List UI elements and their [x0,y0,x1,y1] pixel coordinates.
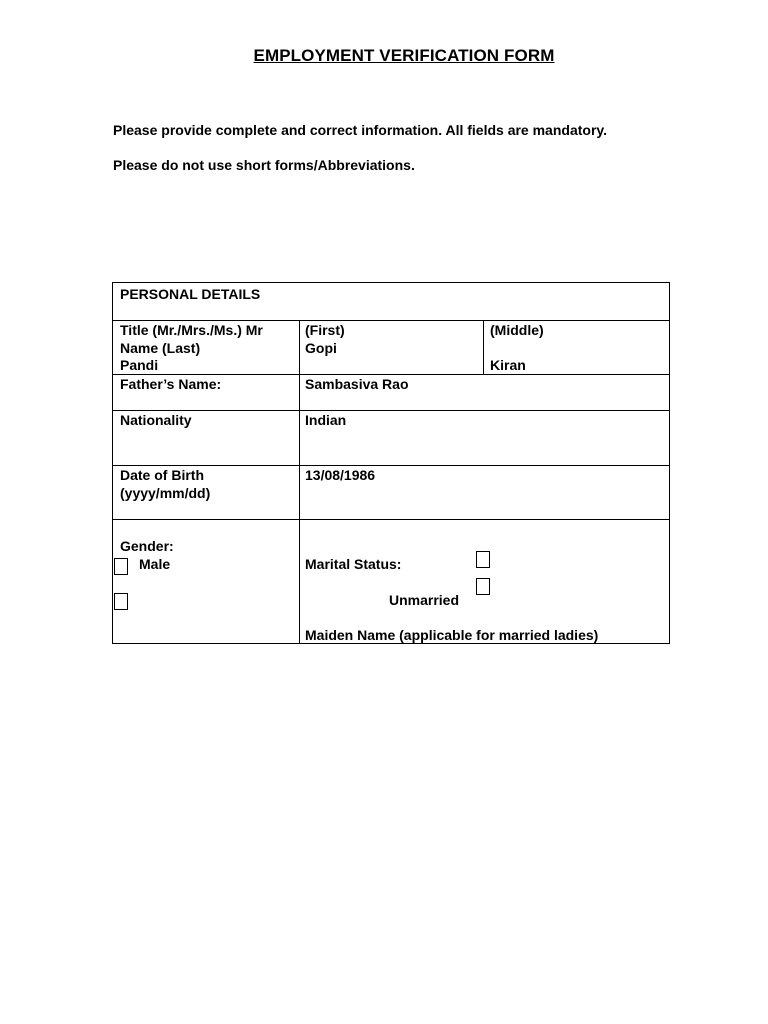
dob-value: 13/08/1986 [305,467,376,483]
nationality-value: Indian [305,412,347,428]
dob-label: Date of Birth [120,467,204,483]
table-divider [113,410,669,411]
gender-female-checkbox[interactable] [114,593,128,610]
maiden-name-label: Maiden Name (applicable for married ladies) [305,627,599,643]
first-name-value: Gopi [305,340,337,356]
instruction-text: Please provide complete and correct information. All fields are mandatory. [113,122,608,138]
table-divider [483,320,484,374]
middle-name-label: (Middle) [490,322,544,338]
marital-status-label: Marital Status: [305,556,402,572]
father-name-label: Father’s Name: [120,376,222,392]
marital-married-checkbox[interactable] [476,551,490,568]
gender-male-checkbox[interactable] [114,558,128,575]
gender-label: Gender: [120,538,174,554]
marital-unmarried-label: Unmarried [389,592,460,608]
marital-unmarried-checkbox[interactable] [476,578,490,595]
page-title: EMPLOYMENT VERIFICATION FORM [253,46,555,65]
title-label: Title (Mr./Mrs./Ms.) Mr [120,322,263,338]
personal-details-table [112,282,670,644]
table-divider [299,320,300,644]
nationality-label: Nationality [120,412,192,428]
last-name-label: Name (Last) [120,340,201,356]
middle-name-value: Kiran [490,357,526,373]
father-name-value: Sambasiva Rao [305,376,409,392]
gender-male-label: Male [139,556,171,572]
table-divider [113,519,669,520]
instruction-text: Please do not use short forms/Abbreviations. [113,157,415,173]
dob-format-label: (yyyy/mm/dd) [120,485,211,501]
section-heading: PERSONAL DETAILS [120,286,261,302]
first-name-label: (First) [305,322,345,338]
last-name-value: Pandi [120,357,159,373]
